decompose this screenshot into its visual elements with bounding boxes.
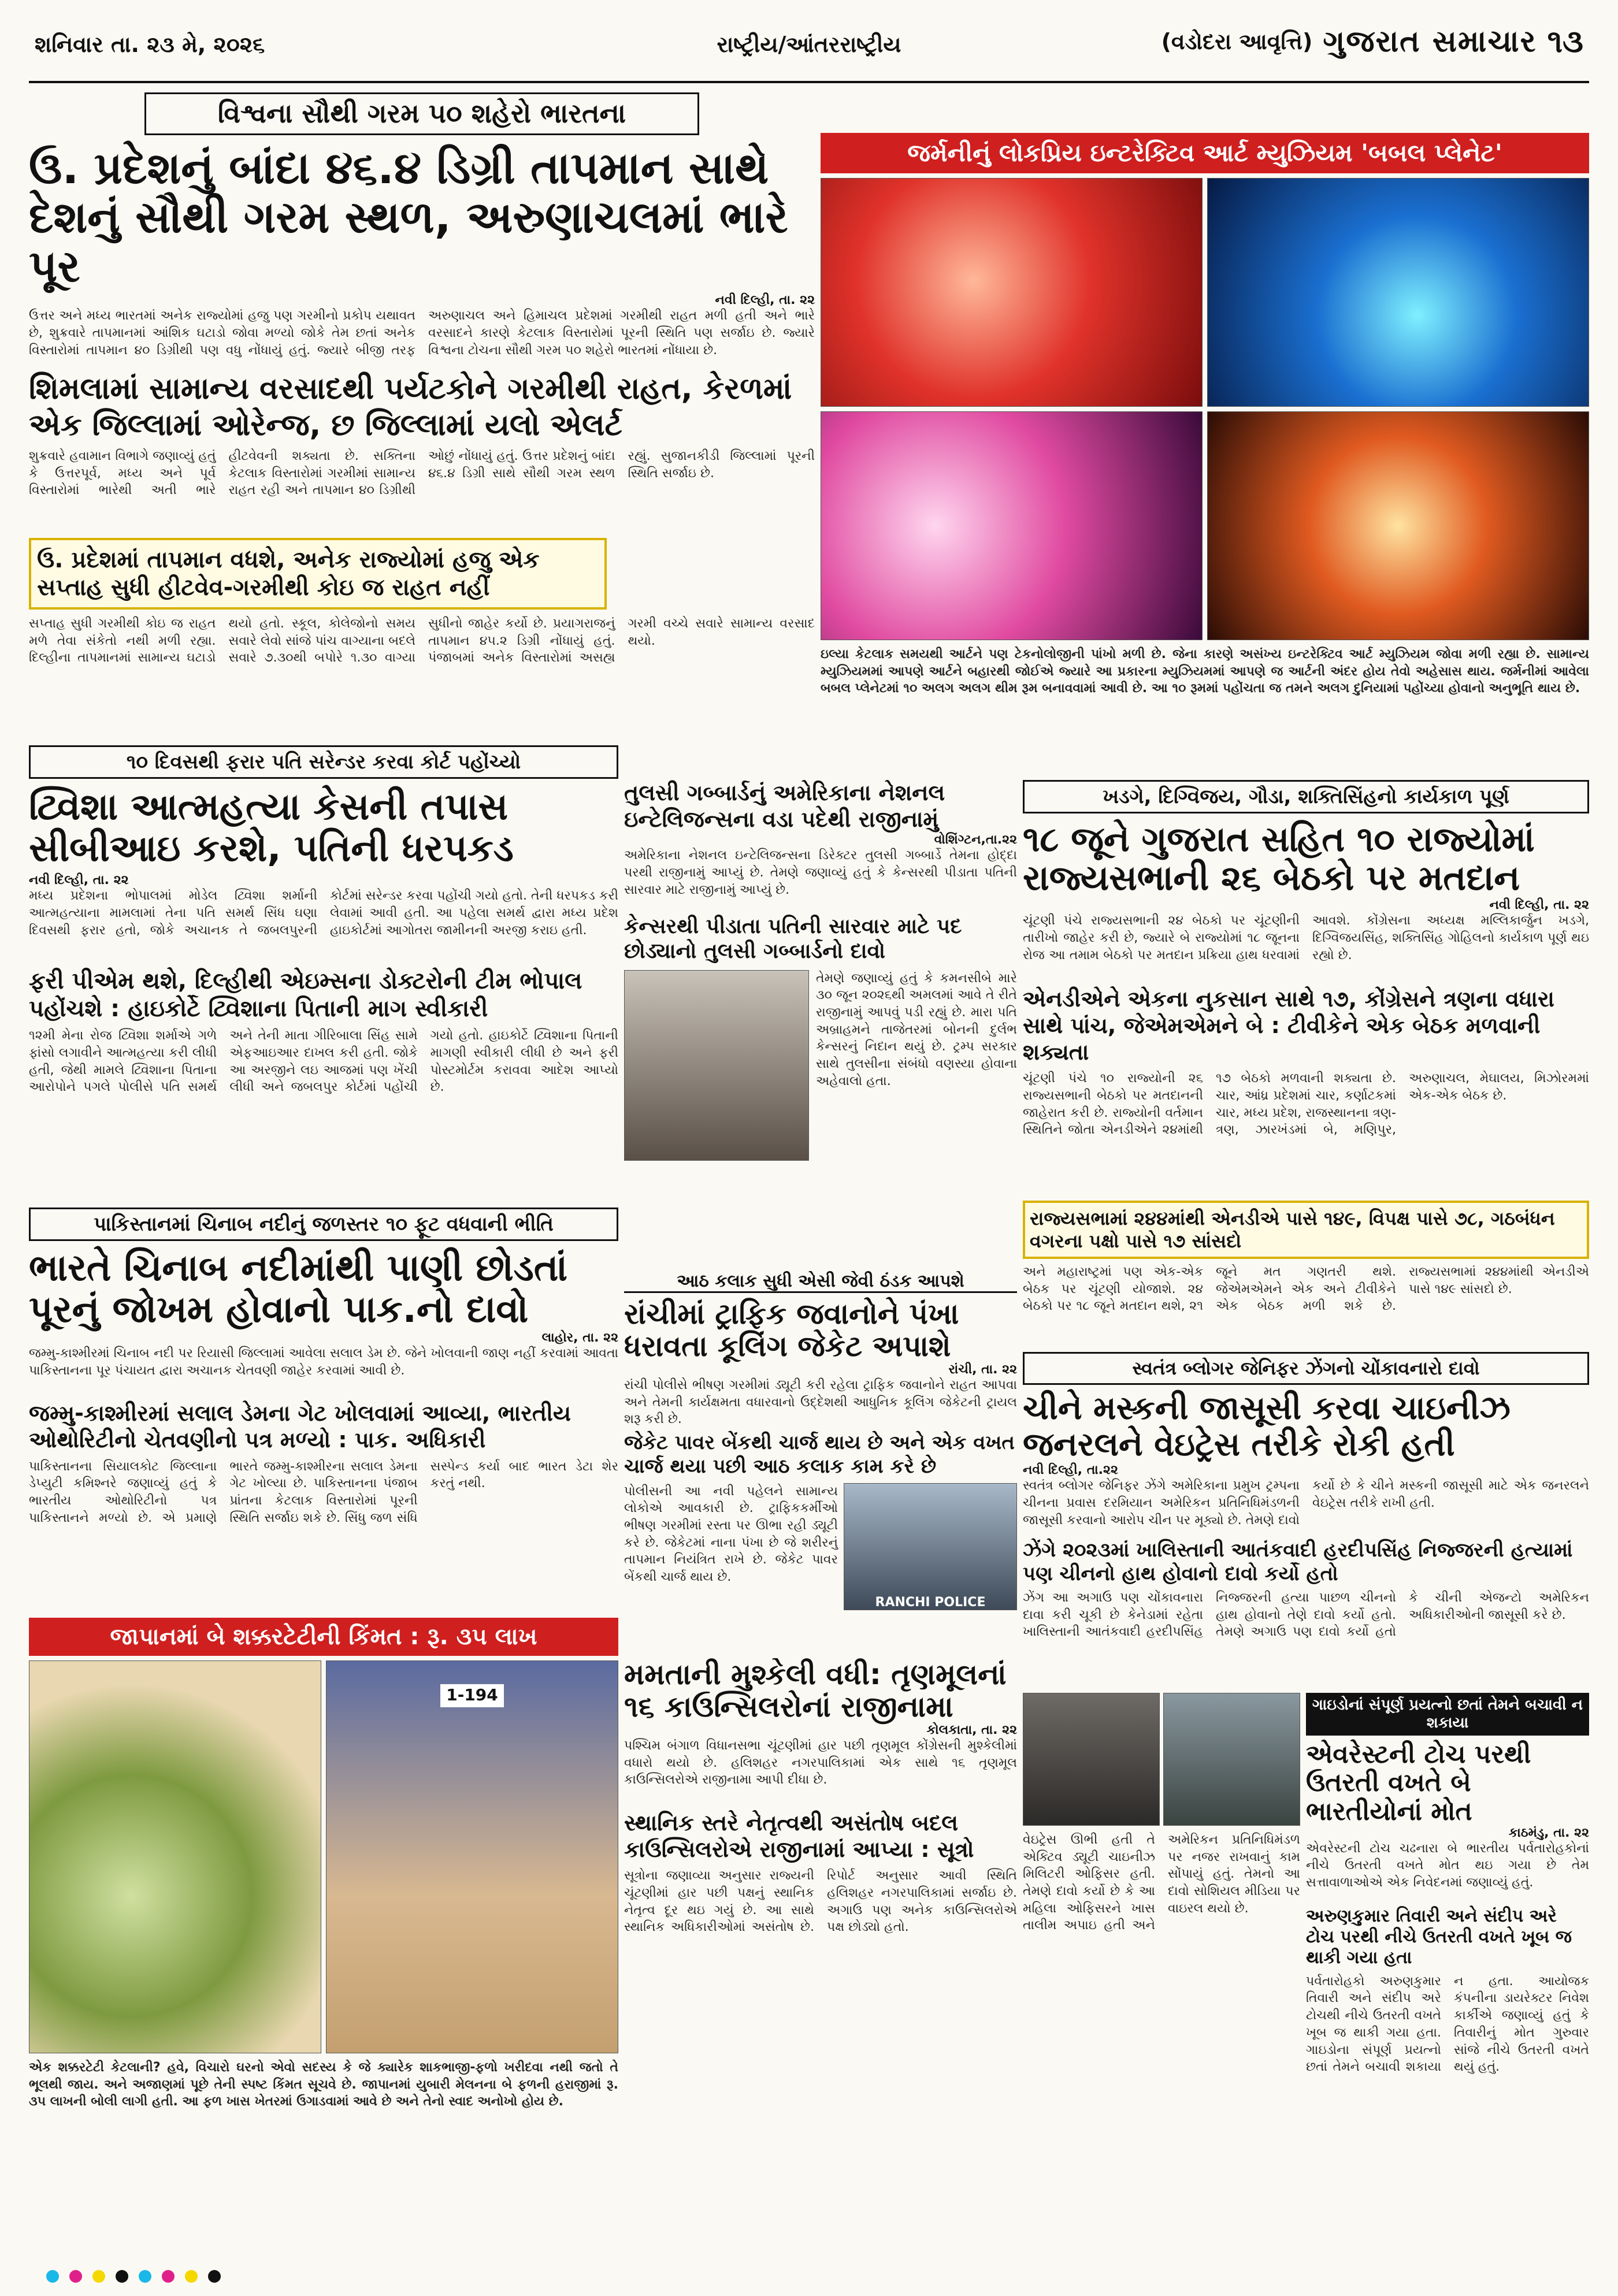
tmc-subhead: સ્થાનિક સ્તરે નેતૃત્વથી અસંતોષ બદલ કાઉન્સિલરોએ રાજીનામાં આપ્યા : સૂત્રો [624, 1810, 974, 1862]
tmc-body-2: સૂત્રોના જણાવ્યા અનુસાર રાજ્યની ચૂંટણીમાં હાર પછી પક્ષનું સ્થાનિક નેતૃત્વ દૂર થઇ ગયું છે. આ સાથે સ્થાનિક અધિકારીઓમાં અસંતોષ છે. રિપોર્ટ અનુસાર આવી સ્થિતિ હલિશહર નગરપાલિકામાં સર્જાઇ છે. અગાઉ પણ અનેક કાઉન્સિલરોએ પક્ષ છોડ્યો હતો. [624, 1868, 1017, 1935]
melon-banner: જાપાનમાં બે શક્કરટેટીની કિંમત : રૂ. ૩૫ લાખ [29, 1618, 618, 1656]
heat-kicker: વિશ્વના સૌથી ગરમ ૫૦ શહેરો ભારતના [144, 92, 699, 135]
spy-dateline: નવી દિલ્હી, તા.૨૨ [1023, 1463, 1118, 1478]
twisha-body: મધ્ય પ્રદેશના ભોપાલમાં મોડેલ ટ્વિશા શર્માની આત્મહત્યાના મામલામાં તેના પતિ સમર્થ સિંધ ઘણા દિવસથી ફરાર હતો, જોકે અચાનક તે જબલપુરની કોર્ટમાં સરેન્ડર કરવા પહોંચી ગયો હતો. તેની ધરપકડ કરી લેવામાં આવી હતી. આ પહેલા સમર્થ દ્વારા મધ્ય પ્રદેશ હાઇકોર્ટમાં આગોતરા જામીનની અરજી કરાઇ હતી. [29, 889, 618, 938]
heat-story [29, 92, 815, 740]
edition-label: (વડોદરા આવૃત્તિ) [1161, 28, 1313, 54]
black-dot [208, 2270, 221, 2283]
heat-body: ઉત્તર અને મધ્ય ભારતમાં અનેક રાજ્યોમાં હજુ પણ ગરમીનો પ્રકોપ યથાવત છે, શુક્રવારે તાપમાનમાં આંશિક ઘટાડો જોવા મળ્યો જોકે તેમ છતાં અનેક વિસ્તારોમાં તાપમાન ૪૦ ડિગ્રીથી પણ વધુ નોંધાયું હતું. જ્યારે બીજી તરફ અરુણાચલ અને હિમાચલ પ્રદેશમાં ગરમીથી રાહત મળી હતી અને ભારે વરસાદને કારણે કેટલાક વિસ્તારોમાં પૂરની સ્થિતિ પણ સર્જાઇ છે. જ્યારે વિશ્વના ટોચના સૌથી ગરમ ૫૦ શહેરો ભારતમાં નોંધાયા છે. [29, 309, 815, 358]
everest-story [1306, 1693, 1589, 2259]
rajya-headline: ૧૮ જૂને ગુજરાત સહિત ૧૦ રાજ્યોમાં રાજ્યસભાની ૨૬ બેઠકો પર મતદાન [1023, 819, 1535, 899]
rajya-subhead: એનડીએને એકના નુકસાન સાથે ૧૭, કોંગ્રેસને ત્રણના વધારા સાથે પાંચ, જેએમએમને બે : ટીવીકેને એક બેઠક મળવાની શક્યતા [1023, 986, 1554, 1065]
tulsi-subhead: કેન્સરથી પીડાતા પતિની સારવાર માટે પદ છોડ્યાનો તુલસી ગબ્બાર્ડનો દાવો [624, 915, 962, 964]
spy-kicker: સ્વતંત્ર બ્લોગર જેનિફર ઝેંગનો ચોંકાવનારો દાવો [1023, 1352, 1589, 1385]
chenab-body-2: પાકિસ્તાનના સિયાલકોટ જિલ્લાના ડેપ્યુટી કમિશ્નરે જણાવ્યું હતું કે ભારતીય ઓથોરિટીનો પત્ર પાકિસ્તાનને મળ્યો છે. એ પ્રમાણે ભારતે જમ્મુ-કાશ્મીરના સલાલ ડેમના ગેટ ખોલ્યા છે. પાકિસ્તાનના પંજાબ પ્રાંતના કેટલાક વિસ્તારોમાં પૂરની સ્થિતિ સર્જાઇ શકે છે. સિંધુ જળ સંધિ સસ્પેન્ડ કર્યા બાદ ભારત ડેટા શેર કરતું નથી. [29, 1459, 618, 1525]
ranchi-body: રાંચી પોલીસે ભીષણ ગરમીમાં ડ્યૂટી કરી રહેલા ટ્રાફિક જવાનોને રાહત આપવા અને તેમની કાર્યક્ષમતા વધારવાનો ઉદ્દેશથી આધુનિક કૂલિંગ જેકેટની ટ્રાયલ શરૂ કરી છે. [624, 1378, 1017, 1427]
bubble-planet-story [821, 133, 1589, 745]
melon-body: એક શક્કરટેટી કેટલાની? હવે, વિચારો ઘરનો એવો સદસ્ય કે જે ક્યારેક શાકભાજી-ફળો ખરીદવા નથી જતો તે ભૂલથી જાય. અને અજાણમાં પૂછે તેની સ્પષ્ટ કિંમત સૂચવે છે. જાપાનમાં યુબારી મેલનના બે ફળની હરાજીમાં રૂ. ૩૫ લાખની બોલી લાગી હતી. આ ફળ ખાસ ખેતરમાં ઉગાડવામાં આવે છે અને તેનો સ્વાદ અનોખો હોય છે. [29, 2060, 618, 2109]
rajya-body-3: અને મહારાષ્ટ્રમાં પણ એક-એક બેઠક પર ચૂંટણી યોજાશે. ૨૪ બેઠકો પર ૧૮ જૂને મતદાન થશે, ૨૧ જૂને મત ગણતરી થશે. જેએમએમને એક અને ટીવીકેને એક બેઠક મળી શકે છે. રાજ્યસભામાં ૨૪૪માંથી એનડીએ પાસે ૧૪૯ સાંસદો છે. [1023, 1264, 1589, 1314]
spy-headline: ચીને મસ્કની જાસૂસી કરવા ચાઇનીઝ જનરલને વેઇટ્રેસ તરીકે રોકી હતી [1023, 1390, 1511, 1463]
spy-body-2: ઝેંગ આ અગાઉ પણ ચોંકાવનારા દાવા કરી ચૂકી છે કેનેડામાં રહેતા ખાલિસ્તાની આતંકવાદી હરદીપસિંહ નિજ્જરની હત્યા પાછળ ચીનનો હાથ હોવાનો તેણે દાવો કર્યો હતો. તેમણે અગાઉ પણ દાવો કર્યો હતો કે ચીની એજન્ટો અમેરિકન અધિકારીઓની જાસૂસી કરે છે. [1023, 1591, 1589, 1640]
cyan-dot [46, 2270, 59, 2283]
tulsi-body: અમેરિકાના નેશનલ ઇન્ટેલિજન્સના ડિરેક્ટર તુલસી ગબ્બાર્ડે તેમના હોદ્દા પરથી રાજીનામું આપ્યું છે. તેમણે જણાવ્યું હતું કે કેન્સરથી પીડાતા પતિની સારવાર માટે રાજીનામું આપ્યું છે. [624, 848, 1017, 897]
rajya-body: ચૂંટણી પંચે રાજ્યસભાની ૨૪ બેઠકો પર ચૂંટણીની તારીખો જાહેર કરી છે, જ્યારે બે રાજ્યોમાં ૧૮ જૂનના રોજ આ તમામ બેઠકો પર મતદાન પ્રક્રિયા હાથ ધરવામાં આવશે. કોંગ્રેસના અધ્યક્ષ મલ્લિકાર્જુન ખડગે, દિગ્વિજયસિંહ, શક્તિસિંહ ગોહિલનો કાર્યકાળ પૂર્ણ થઇ રહ્યો છે. [1023, 913, 1589, 963]
ranchi-kicker: આઠ કલાક સુધી એસી જેવી ઠંડક આપશે [624, 1271, 1017, 1293]
bubble-photo-mirror-lights [1207, 411, 1589, 640]
everest-body: એવરેસ્ટની ટોચ ચઢનારા બે ભારતીય પર્વતારોહકોનાં નીચે ઉતરતી વખતે મોત થઇ ગયા છે તેમ સત્તાવાળાઓએ એક નિવેદનમાં જણાવ્યું હતું. [1306, 1841, 1589, 1890]
melon-photo-tag: 1-194 [440, 1684, 504, 1707]
tulsi-body-2: તેમણે જણાવ્યું હતું કે કમનસીબે મારે ૩૦ જૂન ૨૦૨૬થી અમલમાં આવે તે રીતે રાજીનામું આપવું પડી રહ્યું છે. મારા પતિ અબ્રાહમને તાજેતરમાં બોનની દુર્લભ કેન્સરનું નિદાન થયું છે. ટ્રમ્પ સરકાર સાથે તુલસીના સંબંધો વણસ્યા હોવાના અહેવાલો હતા. [816, 971, 1017, 1088]
heat-dateline: નવી દિલ્હી, તા. ૨૨ [715, 293, 815, 308]
chenab-subhead: જમ્મુ-કાશ્મીરમાં સલાલ ડેમના ગેટ ખોલવામાં આવ્યા, ભારતીય ઓથોરિટીનો ચેતવણીનો પત્ર મળ્યો : પાક. અધિકારી [29, 1400, 572, 1452]
tulsi-kicker: તુલસી ગબ્બાર્ડનું અમેરિકાના નેશનલ ઇન્ટેલિજન્સના વડા પદેથી રાજીનામું [624, 780, 945, 832]
page-header [0, 0, 1618, 92]
twisha-dateline: નવી દિલ્હી, તા. ૨૨ [29, 873, 129, 888]
twisha-body-2: ૧૨મી મેના રોજ ટ્વિશા શર્માએ ગળે ફાંસો લગાવીને આત્મહત્યા કરી લીધી હતી, જેથી મામલે ટ્વિશાના પિતાના આરોપોને પગલે પોલીસે પતિ સમર્થ અને તેની માતા ગીરિબાલા સિંહ સામે એફઆઇઆર દાખલ કરી હતી. જોકે આ અરજીને લઇ આજમાં પણ ખેંચી લીધી અને જબલપુર કોર્ટમાં પહોંચી ગયો હતો. હાઇકોર્ટે ટ્વિશાના પિતાની માગણી સ્વીકારી લીધી છે અને ફરી પોસ્ટમોર્ટમ કરાવવા આદેશ આપ્યો છે. [29, 1028, 618, 1095]
page-number: ૧૩ [1547, 23, 1583, 60]
musk-spy-story [1023, 1352, 1589, 1687]
yellow-dot [185, 2270, 198, 2283]
magenta-dot [162, 2270, 175, 2283]
ranchi-dateline: રાંચી, તા. ૨૨ [948, 1362, 1017, 1377]
melon-story [29, 1618, 618, 2259]
tulsi-dateline: વોશિંગ્ટન,તા.૨૨ [934, 833, 1017, 848]
tmc-headline: મમતાની મુશ્કેલી વધી: તૃણમૂલનાં ૧૬ કાઉન્સિલરોનાં રાજીનામા [624, 1658, 1007, 1723]
everest-dateline: કાઠમંડુ, તા. ૨૨ [1508, 1825, 1589, 1840]
heat-body-3: સપ્તાહ સુધી ગરમીથી કોઇ જ રાહત મળે તેવા સંકેતો નથી મળી રહ્યા. દિલ્હીના તાપમાનમાં સામાન્ય ઘટાડો થયો હતો. સ્કૂલ, કોલેજોનો સમય સવારે લેવો સાંજે પાંચ વાગ્યાના બદલે સવારે ૭.૩૦થી બપોરે ૧.૩૦ વાગ્યા સુધીનો જાહેર કર્યો છે. પ્રયાગરાજનું તાપમાન ૪૫.૨ ડિગ્રી નોંધાયું હતું. પંજાબમાં અનેક વિસ્તારોમાં અસહ્ય ગરમી વચ્ચે સવારે સામાન્ય વરસાદ થયો. [29, 616, 815, 666]
cyan-dot [139, 2270, 151, 2283]
melon-photo-box [29, 1660, 321, 2053]
header-rule [29, 81, 1589, 83]
section-name: રાષ્ટ્રીય/આંતરરાષ્ટ્રીય [717, 32, 901, 57]
everest-headline: એવરેસ્ટની ટોચ પરથી ઉતરતી વખતે બે ભારતીયોનાં મોત [1306, 1740, 1531, 1826]
spy-body: સ્વતંત્ર બ્લોગર જેનિફર ઝેંગે અમેરિકાના પ્રમુખ ટ્રમ્પના ચીનના પ્રવાસ દરમિયાન અમેરિકન પ્રતિનિધિમંડળની જાસૂસી કરવાનો આરોપ ચીન પર મૂક્યો છે. તેમણે દાવો કર્યો છે કે ચીને મસ્કની જાસૂસી માટે એક જનરલને વેઇટ્રેસ તરીકે રાખી હતી. [1023, 1478, 1589, 1528]
ranchi-photo-text: RANCHI POLICE [875, 1595, 986, 1610]
ranchi-police-photo [844, 1483, 1017, 1610]
everest-body-2: પર્વતારોહકો અરુણકુમાર તિવારી અને સંદીપ અરે ટોચથી નીચે ઉતરતી વખતે ખૂબ જ થાકી ગયા હતા. ગાઇડોના સંપૂર્ણ પ્રયત્નો છતાં તેમને બચાવી શકાયા ન હતા. આયોજક કંપનીના ડાયરેક્ટર નિવેશ કાર્કીએ જણાવ્યું હતું કે તિવારીનું મોત ગુરુવાર સાંજે નીચે ઉતરતી વખતે થયું હતું. [1306, 1974, 1589, 2075]
bubble-photo-red-kaleidoscope [821, 178, 1203, 407]
spy-photo-column [1023, 1693, 1300, 2259]
chenab-headline: ભારતે ચિનાબ નદીમાંથી પાણી છોડતાં પૂરનું જોખમ હોવાનો પાક.નો દાવો [29, 1247, 568, 1331]
tmc-story [624, 1658, 1017, 2259]
black-dot [116, 2270, 128, 2283]
tmc-dateline: કોલકાતા, તા. ૨૨ [926, 1723, 1017, 1737]
ranchi-story [624, 1271, 1017, 1652]
rajya-yellow-box: રાજ્યસભામાં ૨૪૪માંથી એનડીએ પાસે ૧૪૯, વિપક્ષ પાસે ૭૮, ગઠબંધન વગરના પક્ષો પાસે ૧૭ સાંસદો [1023, 1201, 1589, 1259]
bubble-caption: ઇલ્યા કેટલાક સમયથી આર્ટને પણ ટેકનોલોજીની પાંખો મળી છે. જેના કારણે અસંખ્ય ઇન્ટરેક્ટિવ આર્ટ મ્યુઝિયમ જોવા મળી રહ્યા છે. સામાન્ય મ્યુઝિયમમાં આપણે આર્ટને બહારથી જોઈએ જ્યારે આ પ્રકારના મ્યુઝિયમમાં આપણે જ આર્ટની અંદર હોય તેવો અહેસાસ થાય. જર્મનીમાં આવેલા બબલ પ્લેનેટમાં ૧૦ અલગ અલગ થીમ રૂમ બનાવવામાં આવી છે. આ ૧૦ રૂમમાં પહોંચતા જ તમને અલગ દુનિયામાં પહોંચ્યા હોવાનો અનુભૂતિ થાય છે. [821, 647, 1589, 696]
chenab-kicker: પાકિસ્તાનમાં ચિનાબ નદીનું જળસ્તર ૧૦ ફૂટ વધવાની ભીતિ [29, 1208, 618, 1241]
bubble-photo-pink-balloons [821, 411, 1203, 640]
twisha-story [29, 745, 618, 1202]
spy-photo-body: વેઇટ્રેસ ઊભી હતી તે એક્ટિવ ડ્યૂટી ચાઇનીઝ મિલિટરી ઓફિસર હતી. તેમણે દાવો કર્યો છે કે આ મહિલા ઓફિસરને ખાસ તાલીમ અપાઇ હતી અને અમેરિકન પ્રતિનિધિમંડળ પર નજર રાખવાનું કામ સોંપાયું હતું. તેમનો આ દાવો સોશિયલ મીડિયા પર વાઇરલ થયો છે. [1023, 1833, 1300, 1933]
ranchi-body-2: પોલીસની આ નવી પહેલને સામાન્ય લોકોએ આવકારી છે. ટ્રાફિકકર્મીઓ ભીષણ ગરમીમાં રસ્તા પર ઊભા રહી ડ્યૂટી કરે છે. જેકેટમાં નાના પંખા છે જે શરીરનું તાપમાન નિયંત્રિત રાખે છે. જેકેટ પાવર બેંકથી ચાર્જ થાય છે. [624, 1484, 838, 1585]
spy-photo-officer [1163, 1693, 1300, 1826]
issue-date: શનિવાર તા. ૨૩ મે, ૨૦૨૬ [35, 32, 265, 57]
tmc-body: પશ્ચિમ બંગાળ વિધાનસભા ચૂંટણીમાં હાર પછી તૃણમૂલ કોંગ્રેસની મુશ્કેલીમાં વધારો થયો છે. હલિશહર નગરપાલિકામાં એક સાથે ૧૬ તૃણમૂલ કાઉન્સિલરોએ રાજીનામા આપી દીધા છે. [624, 1738, 1017, 1788]
rajya-body-2: ચૂંટણી પંચે ૧૦ રાજ્યોની ૨૬ રાજ્યસભાની બેઠકો પર મતદાનની જાહેરાત કરી છે. રાજ્યોની વર્તમાન સ્થિતિને જોતા એનડીએને ૨૪માંથી ૧૭ બેઠકો મળવાની શક્યતા છે. ચાર, આંધ્ર પ્રદેશમાં ચાર, કર્ણાટકમાં ચાર, મધ્ય પ્રદેશ, રાજસ્થાનના ત્રણ-ત્રણ, ઝારખંડમાં બે, મણિપુર, અરુણાચલ, મેઘાલય, મિઝોરમમાં એક-એક બેઠક છે. [1023, 1071, 1589, 1138]
magenta-dot [69, 2270, 82, 2283]
spy-photo-delegation [1023, 1693, 1160, 1826]
spy-subhead: ઝેંગે ૨૦૨૩માં ખાલિસ્તાની આતંકવાદી હરદીપસિંહ નિજ્જરની હત્યામાં પણ ચીનનો હાથ હોવાનો દાવો કર્યો હતો [1023, 1539, 1573, 1586]
chenab-dateline: લાહોર, તા. ૨૨ [541, 1331, 618, 1346]
everest-kicker: ગાઇડોનાં સંપૂર્ણ પ્રયત્નો છતાં તેમને બચાવી ન શકાયા [1306, 1693, 1589, 1736]
twisha-kicker: ૧૦ દિવસથી ફરાર પતિ સરેન્ડર કરવા કોર્ટ પહોંચ્યો [29, 745, 618, 779]
masthead-logo: ગુજરાત સમાચાર [1323, 24, 1537, 59]
yellow-dot [92, 2270, 105, 2283]
melon-photo-man [326, 1660, 618, 2053]
bubble-photo-blue-projection [1207, 178, 1589, 407]
twisha-subhead: ફરી પીએમ થશે, દિલ્હીથી એઇમ્સના ડોક્ટરોની ટીમ ભોપાલ પહોંચશે : હાઇકોર્ટે ટ્વિશાના પિતાની માગ સ્વીકારી [29, 968, 582, 1023]
everest-subhead: અરુણકુમાર તિવારી અને સંદીપ અરે ટોચ પરથી નીચે ઉતરતી વખતે ખૂબ જ થાકી ગયા હતા [1306, 1905, 1572, 1968]
tulsi-story [624, 780, 1017, 1265]
rajya-dateline: નવી દિલ્હી, તા. ૨૨ [1489, 898, 1589, 913]
rajyasabha-story [1023, 780, 1589, 1346]
chenab-story [29, 1208, 618, 1612]
twisha-headline: ટ્વિશા આત્મહત્યા કેસની તપાસ સીબીઆઇ કરશે, પતિની ધરપકડ [29, 786, 514, 870]
heat-headline: ઉ. પ્રદેશનું બાંદા ૪૬.૪ ડિગ્રી તાપમાન સાથે દેશનું સૌથી ગરમ સ્થળ, અરુણાચલમાં ભારે પૂર [29, 142, 788, 292]
heat-subhead: શિમલામાં સામાન્ય વરસાદથી પર્યટકોને ગરમીથી રાહત, કેરળમાં એક જિલ્લામાં ઓરેન્જ, છ જિલ્લામાં યલો એલર્ટ [29, 371, 792, 443]
chenab-body: જમ્મુ-કાશ્મીરમાં ચિનાબ નદી પર રિયાસી જિલ્લામાં આવેલા સલાલ ડેમ છે. જેને ખોલવાની જાણ નહીં કરવામાં આવતા પાકિસ્તાનના પૂર પંચાયત દ્વારા અચાનક ચેતવણી જાહેર કરવામાં આવી છે. [29, 1346, 618, 1379]
heat-yellow-box: ઉ. પ્રદેશમાં તાપમાન વધશે, અનેક રાજ્યોમાં હજુ એક સપ્તાહ સુધી હીટવેવ-ગરમીથી કોઇ જ રાહત નહીં [29, 538, 607, 610]
rajya-kicker: ખડગે, દિગ્વિજય, ગૌડા, શક્તિસિંહનો કાર્યકાળ પૂર્ણ [1023, 780, 1589, 813]
bubble-banner: જર્મનીનું લોકપ્રિય ઇન્ટરેક્ટિવ આર્ટ મ્યુઝિયમ 'બબલ પ્લેનેટ' [821, 133, 1589, 173]
ranchi-subhead: જેકેટ પાવર બેંકથી ચાર્જ થાય છે અને એક વખત ચાર્જ થયા પછી આઠ કલાક કામ કરે છે [624, 1431, 1015, 1478]
tulsi-couple-photo [624, 970, 809, 1161]
masthead-block [1161, 23, 1583, 60]
print-registration-marks [0, 2265, 1618, 2288]
ranchi-headline: રાંચીમાં ટ્રાફિક જવાનોને પંખા ધરાવતા કૂલિંગ જેકેટ અપાશે [624, 1297, 959, 1363]
heat-body-2: શુક્રવારે હવામાન વિભાગે જણાવ્યું હતું કે ઉત્તરપૂર્વ, મધ્ય અને પૂર્વ વિસ્તારોમાં ભારેથી અતી ભારે હીટવેવની શક્યતા છે. સક્તિના કેટલાક વિસ્તારોમાં ગરમીમાં સામાન્ય રાહત રહી અને તાપમાન ૪૦ ડિગ્રીથી ઓછું નોંધાયું હતું. ઉત્તર પ્રદેશનું બાંદા ૪૬.૪ ડિગ્રી સાથે સૌથી ગરમ સ્થળ રહ્યું. સુજાનકીડી જિલ્લામાં પૂરની સ્થિતિ સર્જાઇ છે. [29, 449, 815, 498]
